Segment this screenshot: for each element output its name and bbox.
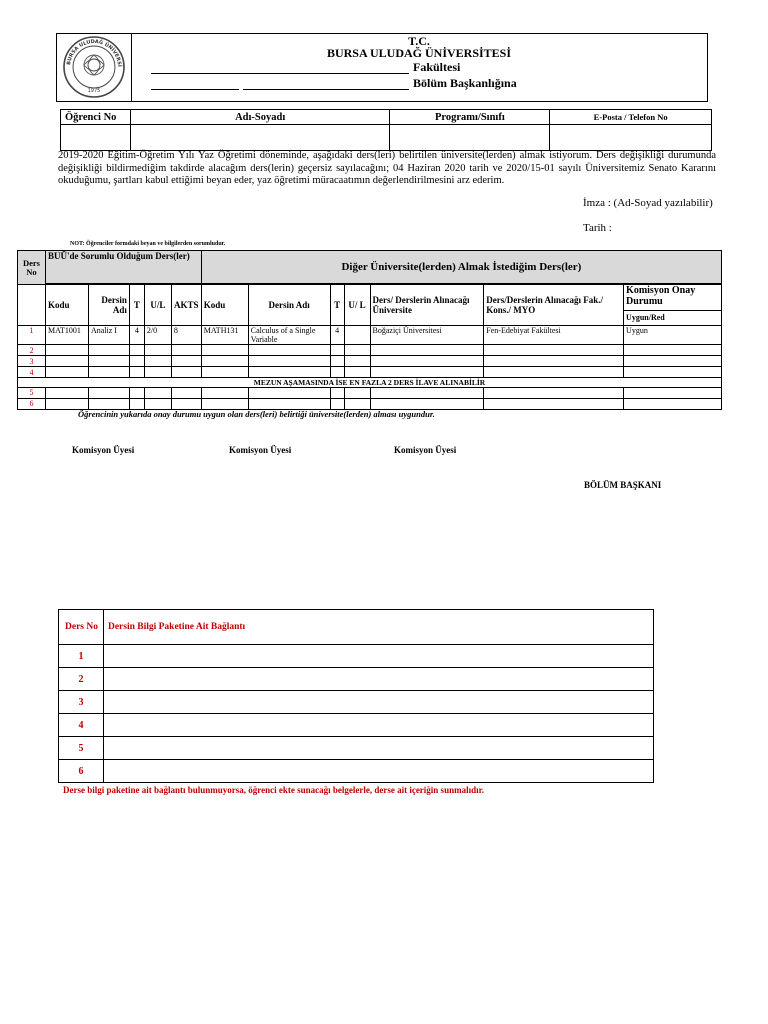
footer-note: Derse bilgi paketine ait bağlantı bulunmuyorsa, öğrenci ekte sunacağı belgelerle, derse ait içeriğin sunmalıdır. [63,785,484,795]
faculty-label: Fakültesi [413,60,461,74]
student-no-header: Öğrenci No [61,110,131,125]
link-row [59,737,654,760]
akts-cell[interactable]: 8 [171,326,201,345]
university-title: BURSA ULUDAĞ ÜNİVERSİTESİ [326,46,512,60]
course-row [18,356,722,367]
university-seal-icon [57,34,131,101]
course-row [18,345,722,356]
header-text-area [131,34,707,101]
student-no-field[interactable] [61,125,131,151]
t2-header: T [330,285,344,326]
target-faculty-header: Ders/Derslerin Alınacağı Fak./ Kons./ MYO [484,285,624,326]
commission-header: Komisyon Onay Durumu [624,285,722,311]
program-header: Programı/Sınıfı [390,110,550,125]
commission-subheader: Uygun/Red [624,310,722,325]
course-link-table [58,609,654,783]
name-header: Adı-Soyadı [130,110,390,125]
graduate-note: MEZUN AŞAMASINDA İSE EN FAZLA 2 DERS İLAVE ALINABİLİR [18,378,722,388]
department-blank-1[interactable] [151,89,239,90]
course-code-cell[interactable]: MAT1001 [45,326,88,345]
target-university-header: Ders/ Derslerin Alınacağı Üniversite [370,285,484,326]
target-faculty-cell[interactable]: Fen-Edebiyat Fakültesi [484,326,624,345]
department-head-label: BÖLÜM BAŞKANI [584,480,662,490]
course-name-cell[interactable]: Analiz I [88,326,129,345]
link-row-number: 1 [59,645,104,668]
course-code2-cell[interactable]: MATH131 [201,326,248,345]
link-header: Dersin Bilgi Paketine Ait Bağlantı [103,610,653,645]
row-number: 3 [18,356,46,367]
tc-heading: T.C. [408,34,430,48]
student-info-table [60,109,712,151]
department-blank-2[interactable] [243,89,409,90]
link-row-number: 6 [59,760,104,783]
akts-header: AKTS [171,285,201,326]
faculty-blank[interactable] [151,73,409,74]
code-header: Kodu [45,285,88,326]
code2-header: Kodu [201,285,248,326]
link-row [59,645,654,668]
link-row [59,668,654,691]
program-field[interactable] [390,125,550,151]
course-row [18,388,722,399]
statement-paragraph: 2019-2020 Eğitim-Öğretim Yılı Yaz Öğretimi döneminde, aşağıdaki ders(leri) belirtilen üniversite(lerden) almak istiyorum. Ders değişikliği durumunda değişikliği bildirmediğim takdirde alacağım ders(lerin) geçersiz sayılacağını; 04 Haziran 2020 tarih ve 2020/15-01 sayılı Üniversitemiz Senato Kararını okuduğumu, şartları kabul ettiğimi beyan eder, yaz öğretimi müracaatımın değerlendirilmesini arz ederim. [58,150,716,186]
course-row [18,326,722,345]
approval-note: Öğrencinin yukarıda onay durumu uygun olan ders(leri) belirtiği üniversite(lerden) alması uygundur. [78,409,435,419]
link-row [59,714,654,737]
t2-cell[interactable]: 4 [330,326,344,345]
course-row [18,367,722,378]
link-row-number: 4 [59,714,104,737]
ul-cell[interactable]: 2/0 [144,326,171,345]
svg-text:1975: 1975 [87,88,101,94]
link-row [59,760,654,783]
link-row-number: 5 [59,737,104,760]
link-row [59,691,654,714]
row-number: 5 [18,388,46,399]
link-field[interactable] [103,645,653,668]
row-number: 2 [18,345,46,356]
link-row-number: 3 [59,691,104,714]
row-number: 1 [18,326,46,345]
course-table [17,250,722,410]
link-field[interactable] [103,737,653,760]
contact-field[interactable] [550,125,712,151]
form-header [56,33,708,102]
commission-member-3: Komisyon Üyesi [394,445,457,455]
svg-text:BURSA ULUDAĞ ÜNİVERSİTESİ: BURSA ULUDAĞ ÜNİVERSİ [66,38,123,67]
commission-member-2: Komisyon Üyesi [229,445,292,455]
department-label: Bölüm Başkanlığına [413,76,517,90]
ul2-header: U/ L [344,285,370,326]
other-university-header: Diğer Üniversite(lerden) Almak İstediğim Ders(ler) [201,251,721,284]
course-row [18,399,722,410]
contact-header: E-Posta / Telefon No [550,110,712,125]
link-no-header: Ders No [59,610,104,645]
link-field[interactable] [103,691,653,714]
name-field[interactable] [130,125,390,151]
status-cell[interactable]: Uygun [624,326,722,345]
t-cell[interactable]: 4 [129,326,144,345]
link-field[interactable] [103,714,653,737]
row-number: 4 [18,367,46,378]
logo-cell [57,34,132,101]
course-name2-header: Dersin Adı [248,285,330,326]
buu-courses-header: BUÜ'de Sorumlu Olduğum Ders(ler) [45,251,201,284]
course-name2-cell[interactable]: Calculus of a Single Variable [248,326,330,345]
commission-member-1: Komisyon Üyesi [72,445,135,455]
course-name-header: Dersin Adı [88,285,129,326]
ul-header: U/L [144,285,171,326]
link-field[interactable] [103,760,653,783]
link-field[interactable] [103,668,653,691]
row-number: 6 [18,399,46,410]
responsibility-note: NOT: Öğrenciler formdaki beyan ve bilgilerden sorumludur. [70,241,226,247]
ul2-cell[interactable] [344,326,370,345]
signature-label: İmza : (Ad-Soyad yazılabilir) [583,197,713,209]
link-row-number: 2 [59,668,104,691]
ders-no-header: Ders No [18,251,46,285]
t-header: T [129,285,144,326]
date-label: Tarih : [583,222,612,234]
target-university-cell[interactable]: Boğaziçi Üniversitesi [370,326,484,345]
